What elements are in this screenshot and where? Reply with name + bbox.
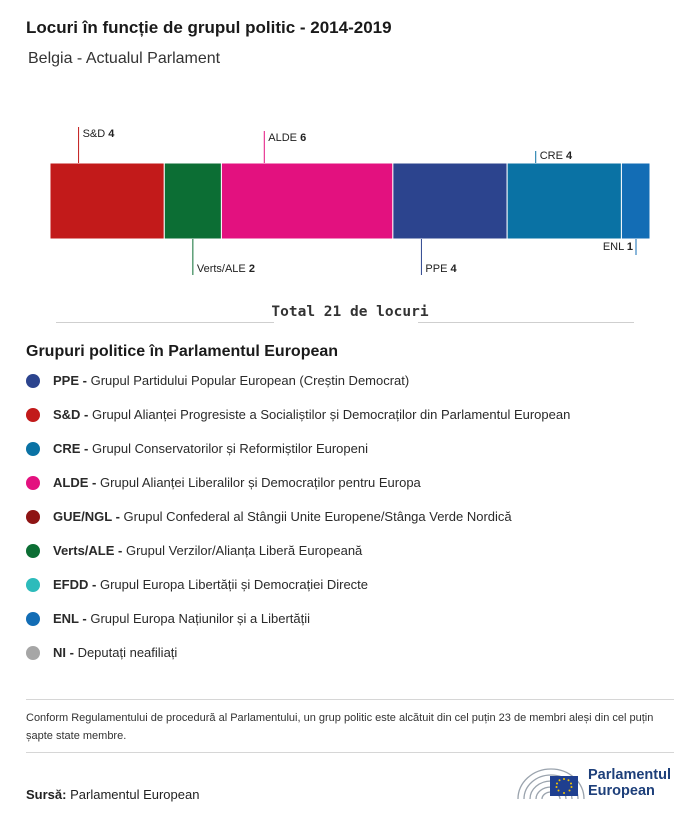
legend-description: Grupul Europa Libertății și Democrației Directe (96, 577, 369, 592)
legend-description: Deputați neafiliați (73, 645, 178, 660)
legend-text (53, 543, 362, 558)
bar-segment-verts-ale (164, 163, 221, 239)
legend-dot-icon (26, 408, 40, 422)
legend-text (53, 475, 421, 490)
legend-description: Grupul Confederal al Stângii Unite Europene/Stânga Verde Nordică (119, 509, 512, 524)
legend-abbr: ENL - (53, 611, 87, 626)
legend-description: Grupul Partidului Popular European (Creștin Democrat) (86, 373, 410, 388)
legend-dot-icon (26, 476, 40, 490)
stacked-seat-bar-chart (0, 120, 700, 285)
legend-text (53, 611, 310, 626)
legend-abbr: EFDD - (53, 577, 97, 592)
legend-dot-icon (26, 646, 40, 660)
logo-line-1: Parlamentul (588, 767, 671, 783)
legend-text (53, 373, 409, 388)
bar-label-alde: ALDE 6 (268, 132, 307, 144)
legend-dot-icon (26, 510, 40, 524)
legend-dot-icon (26, 544, 40, 558)
bar-segment-ppe (393, 163, 507, 239)
legend-text (53, 509, 512, 524)
bar-label-verts-ale: Verts/ALE 2 (196, 263, 255, 275)
legend-text (53, 645, 177, 660)
source-label: Sursă: (26, 787, 67, 802)
legend-text (53, 577, 368, 592)
legend-abbr: Verts/ALE - (53, 543, 123, 558)
legend-abbr: ALDE - (53, 475, 97, 490)
bar-segment-enl (621, 163, 650, 239)
bar-segment-s-d (50, 163, 164, 239)
bar-segment-alde (221, 163, 392, 239)
footer-divider-bottom (26, 752, 674, 753)
bar-label-enl: ENL 1 (602, 241, 633, 253)
legend-abbr: GUE/NGL - (53, 509, 120, 524)
chart-subtitle: Belgia - Actualul Parlament (28, 50, 221, 67)
total-seats-label: Total 21 de locuri (271, 304, 429, 320)
legend-description: Grupul Alianței Progresiste a Socialiștilor și Democraților din Parlamentul European (88, 407, 571, 422)
legend-abbr: CRE - (53, 441, 89, 456)
total-divider-left (56, 322, 274, 323)
legend-dot-icon (26, 442, 40, 456)
source-line (26, 787, 199, 802)
legend-abbr: PPE - (53, 373, 87, 388)
legend-description: Grupul Verzilor/Alianța Liberă Europeană (122, 543, 363, 558)
legend-description: Grupul Conservatorilor și Reformiștilor Europeni (88, 441, 368, 456)
legend-abbr: S&D - (53, 407, 89, 422)
legend-description: Grupul Alianței Liberalilor și Democraților pentru Europa (96, 475, 421, 490)
legend-dot-icon (26, 612, 40, 626)
bar-label-s-d: S&D 4 (82, 128, 115, 140)
logo-line-2: European (588, 783, 655, 799)
legend-text (53, 407, 570, 422)
legend-text (53, 441, 368, 456)
legend-dot-icon (26, 578, 40, 592)
footer-divider-top (26, 699, 674, 700)
logo-wordmark (588, 767, 671, 799)
source-value: Parlamentul European (70, 787, 200, 802)
legend-dot-icon (26, 374, 40, 388)
bar-label-cre: CRE 4 (539, 150, 573, 162)
total-divider-right (418, 322, 634, 323)
bar-segment-cre (507, 163, 621, 239)
chart-title: Locuri în funcție de grupul politic - 2014-2019 (26, 18, 392, 37)
bar-label-ppe: PPE 4 (425, 263, 457, 275)
legend-description: Grupul Europa Națiunilor și a Libertății (86, 611, 310, 626)
legend-abbr: NI - (53, 645, 74, 660)
footnote: Conform Regulamentului de procedură al Parlamentului, un grup politic este alcătuit din cel puțin 23 de membri aleși din cel puțin șapte state membre. (26, 712, 654, 742)
legend-title: Grupuri politice în Parlamentul European (26, 343, 339, 360)
